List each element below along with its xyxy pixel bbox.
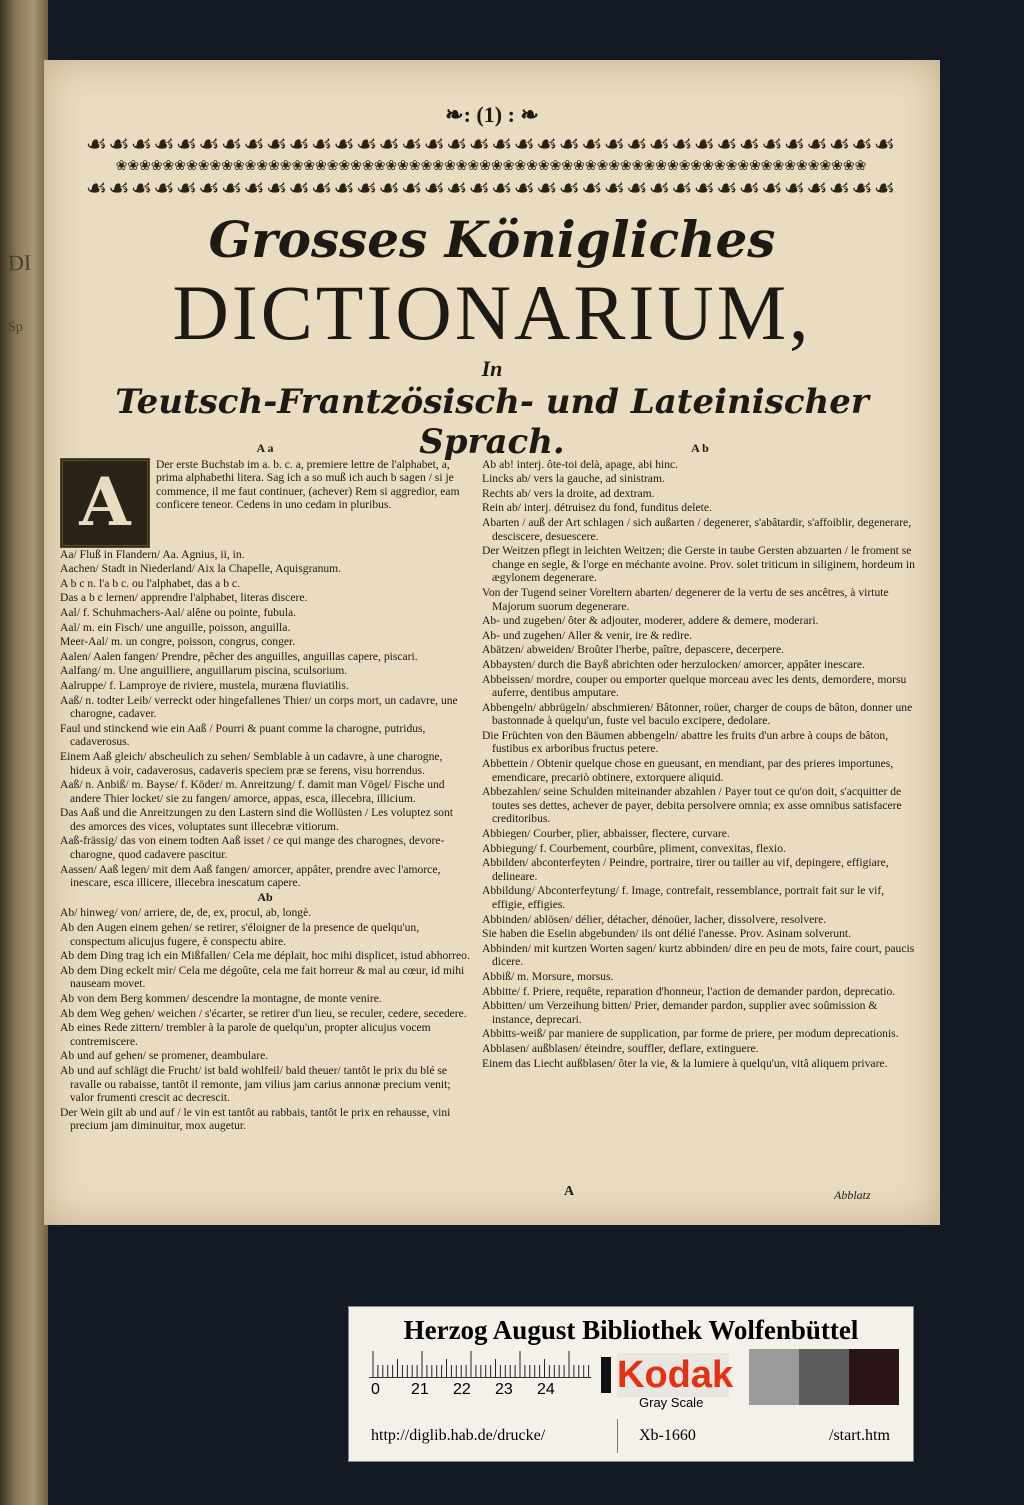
- dictionary-entry: Abbinden/ mit kurtzen Worten sagen/ kurtz abbinden/ dire en peu de mots, faire court, paucis dicere.: [482, 941, 915, 969]
- scale-number: 23: [495, 1381, 513, 1398]
- right-column-heading: A b: [691, 441, 709, 455]
- dictionary-entry: Abbitte/ f. Priere, requête, reparation d'honneur, l'action de demander pardon, deprecatio.: [482, 984, 896, 998]
- dictionary-entry: Ab dem Ding eckelt mir/ Cela me dégoûte, cela me fait horreur & mal au cœur, id mihi nauseam movet.: [60, 963, 465, 991]
- dictionary-entry: Ab von dem Berg kommen/ descendre la montagne, de monte venire.: [60, 992, 382, 1005]
- card-divider: [617, 1419, 618, 1453]
- swatch-light: [749, 1349, 799, 1405]
- ruler-ticks: [369, 1351, 591, 1377]
- dictionary-entry: Abbiegen/ Courber, plier, abbaisser, flectere, curvare.: [482, 827, 730, 841]
- scale-number: 24: [537, 1381, 555, 1398]
- dictionary-entry: Abbeissen/ mordre, couper ou emporter quelque morceau avec les dents, demordere, morsu auferre, dentibus amputare.: [482, 672, 907, 700]
- dictionary-entry: Ab eines Rede zittern/ trembler à la parole de quelqu'un, propter alicujus vocem contremiscere.: [60, 1021, 431, 1048]
- scale-number: 22: [453, 1381, 471, 1398]
- dictionary-entry: Einem das Liecht außblasen/ ôter la vie, & la lumiere à quelqu'un, vitâ aliquem privare.: [482, 1056, 888, 1070]
- left-entries-list: [60, 548, 470, 890]
- start-path: /start.htm: [829, 1427, 890, 1444]
- dictionary-entry: Abbiß/ m. Morsure, morsus.: [482, 969, 614, 983]
- title-line-4: Teutsch-Frantzösisch- und Lateinischer Sprach.: [115, 382, 869, 462]
- dictionary-entry: Abbezahlen/ seine Schulden miteinander abzahlen / Payer tout ce qu'on doit, s'acquitter de toutes ses dettes, achever de payer, debita persolvere omnia; ex asse omnibus satisfacere creditoribus.: [482, 785, 902, 826]
- dictionary-entry: Ab und auf schlägt die Frucht/ ist bald wohlfeil/ bald theuer/ tantôt le prix du blé se ravalle ou rabaisse, tantôt il remonte, jam vilius jam carius annonæ precium venit; valor frumenti crescit ac decrescit.: [60, 1063, 451, 1105]
- adjacent-page-ghost-text: DI: [7, 249, 32, 276]
- dictionary-entry: Aaß/ n. todter Leib/ verreckt oder hingefallenes Thier/ un corps mort, un cadavre, une charogne, cadaver.: [60, 693, 458, 721]
- dictionary-entry: Abbilden/ abconterfeyten / Peindre, portraire, tirer ou tailler au vif, depingere, effigiare, delineare.: [482, 856, 889, 883]
- opening-entry-text: Der erste Buchstab im a. b. c. a, premiere lettre de l'alphabet, a, prima alphabethi litera. Sag ich a so muß ich auch b sagen / si je commence, il me faut continuer, (achever) Rem si aggredior, eam conficere teneor. Cedens in uno cedam in pluribus.: [156, 457, 460, 512]
- library-url: http://diglib.hab.de/drucke/: [371, 1427, 546, 1444]
- dictionary-entry: Ab- und zugeben/ ôter & adjouter, moderer, addere & demere, moderari.: [482, 614, 819, 628]
- dictionary-entry: Abbiegung/ f. Courbement, courbûre, pliment, convexitas, flexio.: [482, 841, 786, 855]
- adjacent-page-ghost-text: Sp: [7, 319, 24, 336]
- left-column: [60, 442, 470, 1134]
- dictionary-entry: Faul und stinckend wie ein Aaß / Pourri & puant comme la charogne, putridus, cadaverosus.: [60, 721, 426, 749]
- dictionary-entry: Rein ab/ interj. détruisez du fond, funditus delete.: [482, 501, 712, 515]
- shelfmark: Xb-1660: [639, 1427, 696, 1444]
- dictionary-entry: Abbaysten/ durch die Bayß abrichten oder herzulocken/ amorcer, appâter inescare.: [482, 657, 865, 671]
- swatch-mid: [799, 1349, 849, 1405]
- decorated-initial: A: [60, 458, 150, 548]
- dictionary-entry: Ab/ hinweg/ von/ arriere, de, de, ex, procul, ab, longè.: [60, 906, 312, 920]
- opening-entry: [60, 458, 470, 548]
- left-entries-list-2: [60, 906, 470, 1133]
- dictionary-entry: Ab den Augen einem gehen/ se retirer, s'éloigner de la presence de quelqu'un, conspectum alicujus fugere, è conspectu abire.: [60, 921, 420, 948]
- gray-swatches: [749, 1349, 899, 1405]
- dictionary-entry: A b c n. l'a b c. ou l'alphabet, das a b c.: [60, 576, 240, 590]
- dictionary-entry: Aalfang/ m. Une anguilliere, anguillarum piscina, sculsorium.: [60, 664, 348, 678]
- dictionary-entry: Einem Aaß gleich/ abscheulich zu sehen/ Semblable à un cadavre, à une charogne, hideux à voir, cadaverosus, cadaveris speciem præ se ferens, visu horrendus.: [60, 749, 443, 777]
- ornament-border-bottom: ☙☙☙☙☙☙☙☙☙☙☙☙☙☙☙☙☙☙☙☙☙☙☙☙☙☙☙☙☙☙☙☙☙☙☙☙: [85, 176, 897, 202]
- library-name: Herzog August Bibliothek Wolfenbüttel: [403, 1315, 859, 1345]
- dictionary-entry: Das a b c lernen/ apprendre l'alphabet, literas discere.: [60, 591, 308, 605]
- dictionary-entry: Aal/ m. ein Fisch/ une anguille, poisson, anguilla.: [60, 620, 291, 634]
- title-line-3: In: [481, 356, 503, 381]
- dictionary-entry: Ab dem Ding trag ich ein Mißfallen/ Cela me déplait, hoc mihi displicet, istud abhorreo.: [60, 949, 470, 963]
- dictionary-entry: Abbengeln/ abbrügeln/ abschmieren/ Bâtonner, roüer, charger de coups de bâton, donner une bastonnade à quelqu'un, fuste vel baculo excipere, dedolare.: [482, 700, 913, 728]
- dictionary-entry: Lincks ab/ vers la gauche, ad sinistram.: [482, 472, 665, 486]
- gray-scale-label: Gray Scale: [639, 1395, 704, 1410]
- signature-mark: A: [564, 1184, 575, 1199]
- dictionary-entry: Abbitts-weiß/ par maniere de supplication, par forme de priere, per modum deprecationis.: [482, 1027, 899, 1041]
- scale-number: 21: [411, 1381, 429, 1398]
- scale-ruler: [369, 1351, 591, 1378]
- right-column: [482, 442, 918, 1071]
- right-entries-list: [482, 458, 918, 1071]
- dictionary-entry: Aa/ Fluß in Flandern/ Aa. Agnius, ii, in.: [60, 547, 245, 561]
- dictionary-entry: Abbildung/ Abconterfeytung/ f. Image, contrefait, ressemblance, portrait fait sur le vif, effigie, effigies.: [482, 884, 885, 911]
- dictionary-entry: Ab- und zugehen/ Aller & venir, ire & redire.: [482, 628, 693, 642]
- dictionary-entry: Aassen/ Aaß legen/ mit dem Aaß fangen/ amorcer, appâter, prendre avec l'amorce, inescare, esca illicere, illecebra inescatum capere.: [60, 862, 441, 890]
- scale-number: 0: [371, 1381, 380, 1398]
- dictionary-entry: Abblasen/ außblasen/ éteindre, souffler, deflare, extinguere.: [482, 1041, 759, 1055]
- black-bar: [601, 1357, 611, 1393]
- dictionary-entry: Aalruppe/ f. Lamproye de riviere, mustela, muræna fluviatilis.: [60, 678, 349, 692]
- dictionary-entry: Ab und auf gehen/ se promener, deambulare.: [60, 1049, 269, 1063]
- dictionary-entry: Von der Tugend seiner Voreltern abarten/ degenerer de la vertu de ses ancêtres, à virtute Majorum suorum degenerare.: [482, 585, 889, 613]
- dictionary-entry: Aal/ f. Schuhmachers-Aal/ alêne ou pointe, fubula.: [60, 605, 296, 619]
- dictionary-entry: Abätzen/ abweiden/ Broûter l'herbe, paître, depascere, decerpere.: [482, 643, 785, 657]
- dictionary-entry: Der Weitzen pflegt in leichten Weitzen; die Gerste in taube Gersten abzuarten / le froment se change en segle, & l'orge en méchante avoine. Prov. solet triticum in siliginem, hordeum in ægylonem degenerare.: [482, 544, 915, 585]
- dictionary-entry: Aalen/ Aalen fangen/ Prendre, pêcher des anguilles, anguillas capere, piscari.: [60, 649, 418, 663]
- dictionary-entry: Abarten / auß der Art schlagen / sich außarten / degenerer, s'abâtardir, s'affoiblir, degenerare, desciscere, desuescere.: [482, 515, 912, 543]
- ornament-border-top: ☙☙☙☙☙☙☙☙☙☙☙☙☙☙☙☙☙☙☙☙☙☙☙☙☙☙☙☙☙☙☙☙☙☙☙☙: [85, 132, 897, 158]
- kodak-logo: Kodak: [617, 1354, 734, 1396]
- page-number: ❧: (1) : ❧: [445, 102, 539, 127]
- dictionary-entry: Aaß-frässig/ das von einem todten Aaß isset / ce qui mange des charognes, devore-charogne, quod cadavere pascitur.: [60, 834, 445, 862]
- dictionary-entry: Rechts ab/ vers la droite, ad dextram.: [482, 486, 655, 500]
- library-color-card: [348, 1306, 914, 1462]
- dictionary-entry: Sie haben die Eselin abgebunden/ ils ont délié l'anesse. Prov. Asinam solverunt.: [482, 927, 852, 941]
- left-subheading: Ab: [257, 889, 273, 904]
- ornament-border-middle: ❀❀❀❀❀❀❀❀❀❀❀❀❀❀❀❀❀❀❀❀❀❀❀❀❀❀❀❀❀❀❀❀❀❀❀❀❀❀❀❀❀❀❀❀❀❀❀❀❀❀❀❀❀❀❀❀❀❀❀❀❀❀❀❀: [115, 159, 867, 174]
- catchword: Abblatz: [834, 1188, 871, 1202]
- dictionary-entry: Abbettein / Obtenir quelque chose en gueusant, en mendiant, par des prieres importunes, emendicare, precariò obtinere, extorquere aliquid.: [482, 757, 894, 784]
- left-column-heading: A a: [256, 441, 274, 455]
- dictionary-entry: Der Wein gilt ab und auf / le vin est tantôt au rabbais, tantôt le prix en rehausse, vini precium jam diminuitur, mox augetur.: [60, 1105, 451, 1133]
- dictionary-entry: Abbinden/ ablösen/ délier, détacher, dénoüer, lacher, dissolvere, resolvere.: [482, 912, 827, 926]
- title-line-1: Grosses Königliches: [208, 210, 776, 269]
- dictionary-entry: Ab ab! interj. ôte-toi delà, apage, abi hinc.: [482, 457, 679, 471]
- dictionary-entry: Aachen/ Stadt in Niederland/ Aix la Chapelle, Aquisgranum.: [60, 562, 342, 576]
- dictionary-entry: Aaß/ n. Anbiß/ m. Bayse/ f. Köder/ m. Anreitzung/ f. damit man Vögel/ Fische und andere Thier locket/ sie zu fangen/ amorce, appas, esca, illecebra, illicium.: [60, 778, 445, 805]
- title-line-2: DICTIONARIUM,: [172, 269, 812, 356]
- swatch-dark: [849, 1349, 899, 1405]
- dictionary-entry: Abbitten/ um Verzeihung bitten/ Prier, demander pardon, supplier avec soûmission & instance, deprecari.: [482, 999, 878, 1026]
- dictionary-page: [44, 60, 940, 1225]
- dictionary-entry: Die Früchten von den Bäumen abbengeln/ abattre les fruits d'un arbre à coups de bâton, fustibus ex arboribus fructus petere.: [482, 728, 889, 756]
- dictionary-entry: Meer-Aal/ m. un congre, poisson, congrus, conger.: [60, 635, 296, 649]
- dictionary-entry: Das Aaß und die Anreitzungen zu den Lastern sind die Wollüsten / Les voluptez sont des amorces des vices, voluptates sunt illecebræ vitiorum.: [60, 806, 453, 833]
- adjacent-page-edge: [0, 0, 48, 1505]
- dictionary-entry: Ab dem Weg gehen/ weichen / s'écarter, se retirer d'un lieu, se reculer, cedere, secedere.: [60, 1006, 467, 1020]
